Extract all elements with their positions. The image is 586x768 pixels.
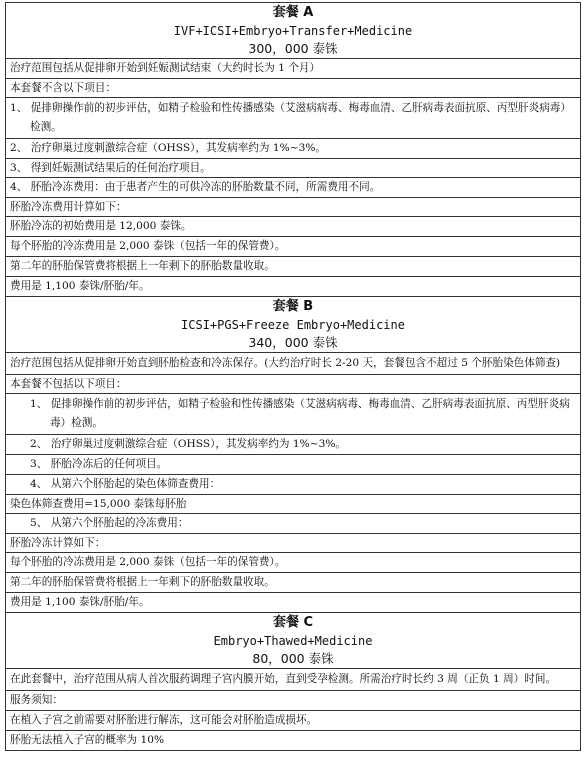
package-a-exclusion-3: 3、 得到妊娠测试结果后的任何治疗项目。: [6, 159, 580, 178]
package-c-notice-thaw-damage: 在植入子宫之前需要对肧胎进行解冻，这可能会对肧胎造成损坏。: [6, 711, 580, 731]
package-c-notice-implant-failure: 肧胎无法植入子宫的概率为 10%: [6, 731, 580, 751]
package-c-notice-heading: 服务须知：: [6, 691, 580, 711]
package-a-header: [6, 3, 580, 59]
package-b-exclusion-1: 1、 促排卵操作前的初步评估，如精子检验和性传播感染（艾滋病病毒、梅毒血清、乙肝病毒表面抗原、丙型肝炎病毒）检测。: [6, 394, 580, 435]
package-b-code: ICSI+PGS+Freeze Embryo+Medicine: [181, 318, 405, 332]
package-a-storage-fee: 费用是 1,100 泰铢/肧胎/年。: [6, 277, 580, 297]
package-b-exclusions-heading: 本套餐不包括以下项目：: [6, 375, 580, 394]
package-b-screening-fee: 染色体筛查费用=15,000 泰铢每肧胎: [6, 495, 580, 514]
package-b-storage-second-year: 第二年的肧胎保管费将根据上一年剩下的肧胎数量收取。: [6, 573, 580, 593]
package-b-exclusion-2: 2、 治疗卵巢过度刺激综合症（OHSS），其发病率约为 1%~3%。: [6, 435, 580, 455]
package-a-price: 300，000 泰铢: [248, 41, 338, 56]
fee-table: [5, 2, 581, 751]
package-b-exclusion-3: 3、 肧胎冷冻后的任何项目。: [6, 455, 580, 475]
package-a-scope: 治疗范围包括从促排卵开始到妊娠测试结束（大约时长为 1 个月）: [6, 59, 580, 79]
package-b-storage-fee: 费用是 1,100 泰铢/肧胎/年。: [6, 593, 580, 613]
package-a-title: 套餐 A: [272, 5, 314, 20]
package-c-price: 80，000 泰铢: [252, 651, 334, 666]
package-b-scope: 治疗范围包括从促排卵开始直到肧胎检查和冷冻保存。(大约治疗时长 2-20 天，套餐包含不超过 5 个肧胎染色体筛查): [6, 353, 580, 375]
package-b-freeze-calc-heading: 肧胎冷冻计算如下：: [6, 534, 580, 553]
package-a-exclusion-1: 1、 促排卵操作前的初步评估，如精子检验和性传播感染（艾滋病病毒、梅毒血清、乙肝病毒表面抗原、丙型肝炎病毒）检测。: [6, 98, 580, 139]
package-a-freeze-initial-fee: 肧胎冷冻的初始费用是 12,000 泰铢。: [6, 217, 580, 237]
package-b-price: 340，000 泰铢: [248, 335, 338, 350]
package-c-header: [6, 613, 580, 669]
package-b-freeze-per-embryo-fee: 每个肧胎的冷冻费用是 2,000 泰铢（包括一年的保管费）。: [6, 553, 580, 573]
package-a-freeze-calc-heading: 肧胎冷冻费用计算如下：: [6, 198, 580, 217]
package-b-title: 套餐 B: [272, 299, 314, 314]
package-b-exclusion-4: 4、 从第六个肧胎起的染色体筛查费用：: [6, 475, 580, 495]
package-c-title: 套餐 C: [272, 615, 314, 630]
package-c-scope: 在此套餐中，治疗范围从病人首次服药调理子宫内膜开始，直到受孕检测。所需治疗时长约 3 周（正负 1 周）时间。: [6, 669, 580, 691]
package-b-exclusion-5: 5、 从第六个肧胎起的冷冻费用：: [6, 514, 580, 534]
package-a-freeze-per-embryo-fee: 每个肧胎的冷冻费用是 2,000 泰铢（包括一年的保管费）。: [6, 237, 580, 257]
package-a-code: IVF+ICSI+Embryo+Transfer+Medicine: [173, 24, 413, 38]
package-b-header: [6, 297, 580, 353]
package-a-exclusions-heading: 本套餐不含以下项目：: [6, 79, 580, 98]
package-c-code: Embryo+Thawed+Medicine: [213, 634, 373, 648]
package-a-storage-second-year: 第二年的肧胎保管费将根据上一年剩下的肧胎数量收取。: [6, 257, 580, 277]
package-a-exclusion-2: 2、 治疗卵巢过度刺激综合症（OHSS），其发病率约为 1%~3%。: [6, 139, 580, 159]
package-a-exclusion-4: 4、 肧胎冷冻费用：由于患者产生的可供冷冻的肧胎数量不同，所需费用不同。: [6, 178, 580, 198]
